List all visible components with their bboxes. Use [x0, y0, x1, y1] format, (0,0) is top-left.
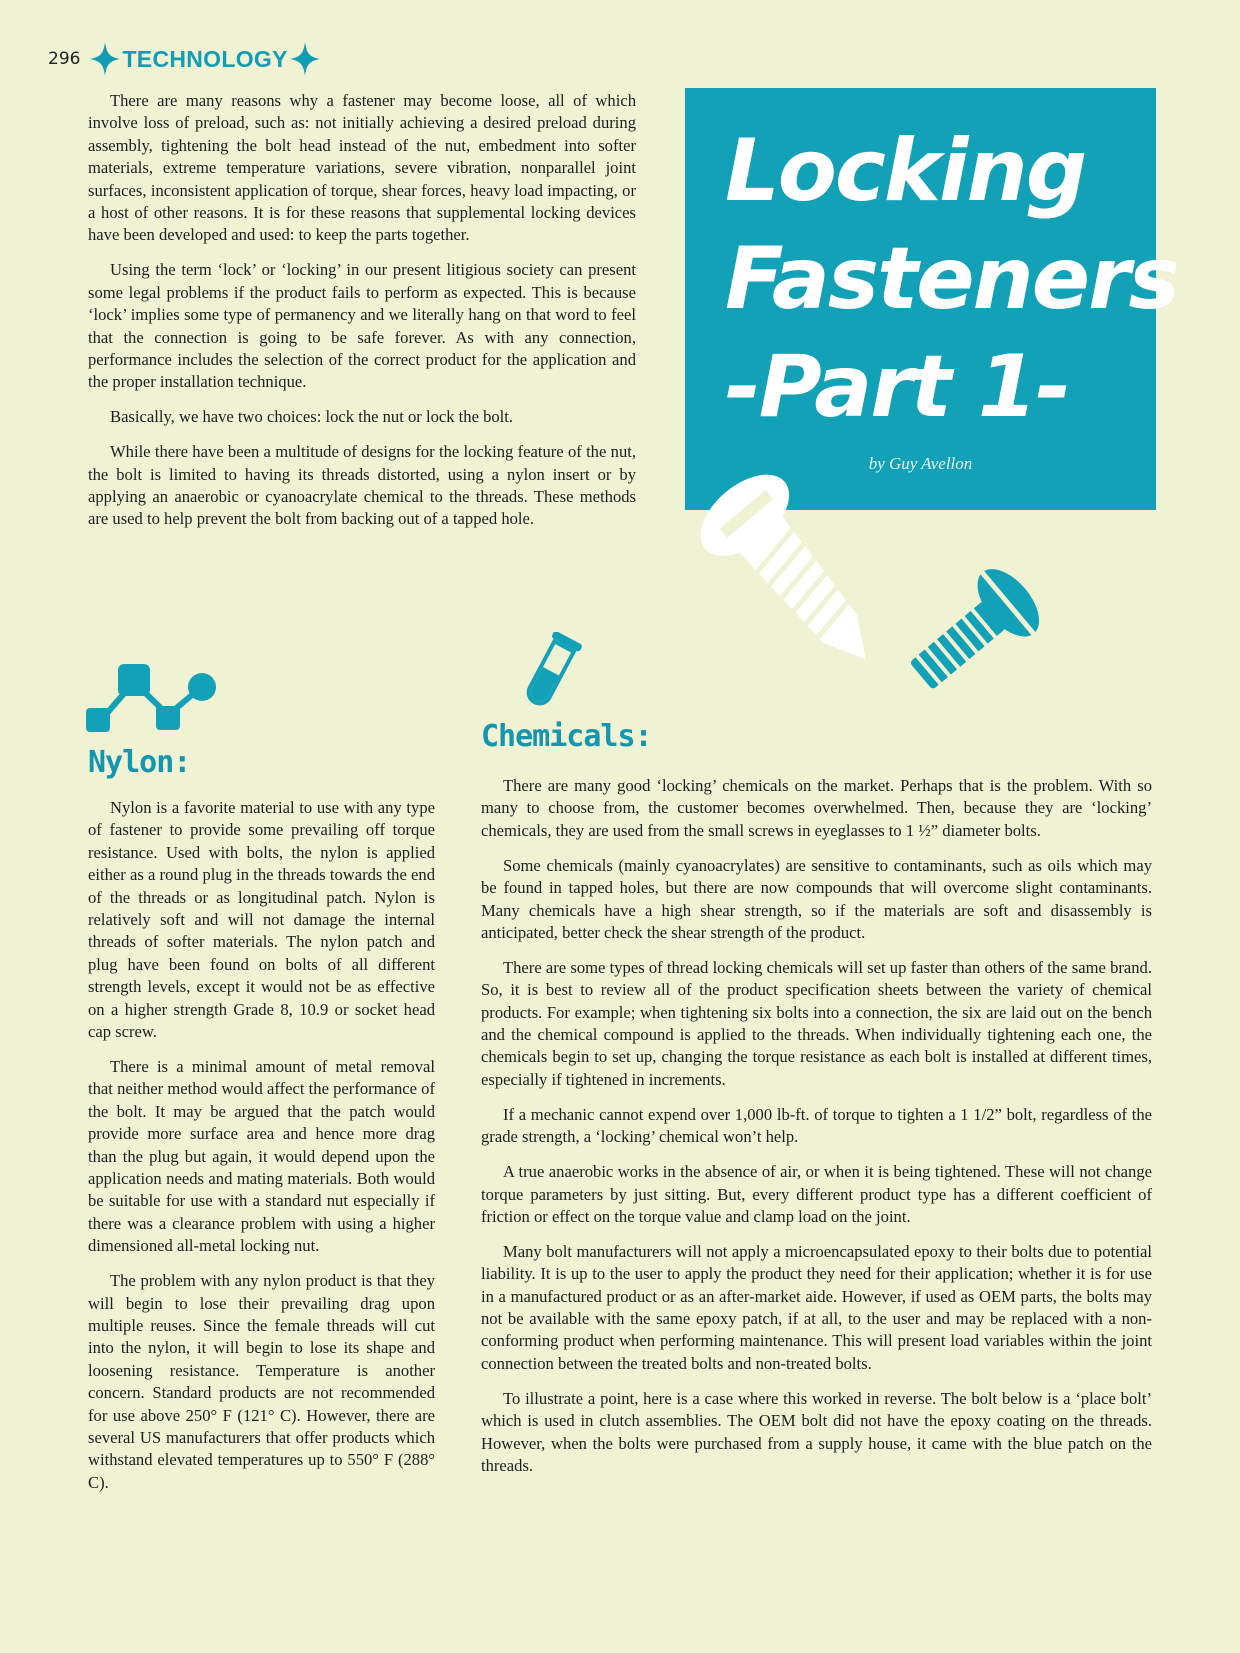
- intro-paragraph: There are many reasons why a fastener may become loose, all of which involve loss of preload, such as: not initially achieving a desired preload during assembly, tightening the bolt head instead of the nut, embedment into softer materials, extreme temperature variations, severe vibration, nonparallel joint surfaces, inconsistent application of torque, shear forces, heavy load impacting, or a host of other reasons. It is for these reasons that supplemental locking devices have been developed and used: to keep the parts together.: [88, 91, 636, 245]
- byline: by Guy Avellon: [868, 454, 973, 473]
- chemicals-paragraph: Some chemicals (mainly cyanoacrylates) are sensitive to contaminants, such as oils which may be found in tapped holes, but there are now compounds that will overcome slight contaminants. Many chemicals have a high shear strength, so if the materials are soft and disassembly is anticipated, better check the shear strength of the product.: [481, 855, 1152, 942]
- white-screw-icon: [680, 455, 910, 695]
- article-title-line: Locking: [725, 121, 1086, 221]
- nylon-heading: Nylon:: [88, 745, 191, 780]
- chemicals-paragraph: A true anaerobic works in the absence of air, or when it is being tightened. These will not change torque parameters by just sitting. But, every different product type has a different coefficient of friction or effect on the torque value and clamp load on the joint.: [481, 1162, 1152, 1226]
- article-title-line: Fasteners: [725, 229, 1178, 329]
- nylon-paragraph: The problem with any nylon product is that they will begin to lose their prevailing drag upon multiple reuses. Since the female threads will cut into the nylon, it will begin to lose its shape and loosening resistance. Temperature is another concern. Standard products are not recommended for use above 250° F (121° C). However, there are several US manufacturers that offer products which withstand elevated temperatures up to 550° F (288° C).: [88, 1271, 435, 1492]
- teal-screw-icon: [880, 560, 1060, 710]
- article-title-line: -Part 1-: [725, 337, 1070, 437]
- page-header: [48, 42, 320, 76]
- test-tube-icon: [515, 632, 585, 714]
- intro-paragraph: Using the term ‘lock’ or ‘locking’ in our present litigious society can present some legal problems if the product fails to perform as expected. This is because ‘lock’ implies some type of permanency and we literally hang on that word to feel that the connection is going to be safe forever. As with any connection, performance includes the selection of the correct product for the application and the proper installation technique.: [88, 260, 636, 392]
- chemicals-heading: Chemicals:: [481, 719, 652, 754]
- nylon-text: [88, 797, 435, 1507]
- intro-text: [88, 90, 636, 543]
- chemicals-paragraph: Many bolt manufacturers will not apply a microencapsulated epoxy to their bolts due to potential liability. It is up to the user to apply the product they need for their application; whether it is for use in a manufactured product or as an after-market aide. However, if used as OEM parts, the bolts may not be available with the same epoxy patch, if at all, to the user and may be replaced with a non-conforming product when performing maintenance. This will present load variables within the joint connection between the treated bolts and non-treated bolts.: [481, 1241, 1152, 1373]
- four-point-star-icon: [90, 42, 120, 76]
- intro-paragraph: Basically, we have two choices: lock the nut or lock the bolt.: [110, 407, 514, 427]
- title-box: [685, 88, 1178, 510]
- nylon-paragraph: Nylon is a favorite material to use with any type of fastener to provide some prevailing off torque resistance. Used with bolts, the nylon is applied either as a round plug in the threads towards the end of the threads or as longitudinal patch. Nylon is relatively soft and will not damage the internal threads of softer materials. The nylon patch and plug have been found on bolts of all different strength levels, except it would not be as effective on a higher strength Grade 8, 10.9 or socket head cap screw.: [88, 798, 435, 1042]
- chemicals-paragraph: To illustrate a point, here is a case where this worked in reverse. The bolt below is a ‘place bolt’ which is used in clutch assemblies. The OEM bolt did not have the epoxy coating on the threads. However, when the bolts were purchased from a supply house, it came with the blue patch on the threads.: [481, 1388, 1152, 1475]
- molecule-icon: [84, 660, 220, 738]
- four-point-star-icon: [290, 42, 320, 76]
- chemicals-paragraph: There are some types of thread locking chemicals will set up faster than others of the same brand. So, it is best to review all of the product specification sheets between the variety of chemical products. For example; when tightening six bolts into a connection, the six are laid out on the bench and the chemical compound is applied to the threads. When individually tightening each one, the chemicals begin to set up, changing the torque resistance as each bolt is installed at different times, especially if tightened in increments.: [481, 957, 1152, 1089]
- chemicals-paragraph: If a mechanic cannot expend over 1,000 lb-ft. of torque to tighten a 1 1/2” bolt, regardless of the grade strength, a ‘locking’ chemical won’t help.: [481, 1104, 1152, 1147]
- page-number: 296: [48, 49, 81, 69]
- nylon-paragraph: There is a minimal amount of metal removal that neither method would affect the performance of the bolt. It may be argued that the patch would provide more surface area and hence more drag than the plug but again, it would depend upon the application needs and mating materials. Both would be suitable for use with a standard nut especially if there was a clearance problem with using a higher dimensioned all-metal locking nut.: [88, 1056, 435, 1256]
- intro-paragraph: While there have been a multitude of designs for the locking feature of the nut, the bolt is limited to having its threads distorted, using a nylon insert or by applying an anaerobic or cyanoacrylate chemical to the threads. These methods are used to help prevent the bolt from backing out of a tapped hole.: [88, 442, 636, 529]
- chemicals-paragraph: There are many good ‘locking’ chemicals on the market. Perhaps that is the problem. With so many to choose from, the customer becomes overwhelmed. Then, because they are ‘locking’ chemicals, they are used from the small screws in eyeglasses to 1 ½” diameter bolts.: [481, 776, 1152, 840]
- section-label: TECHNOLOGY: [122, 45, 288, 72]
- chemicals-text: [481, 775, 1152, 1490]
